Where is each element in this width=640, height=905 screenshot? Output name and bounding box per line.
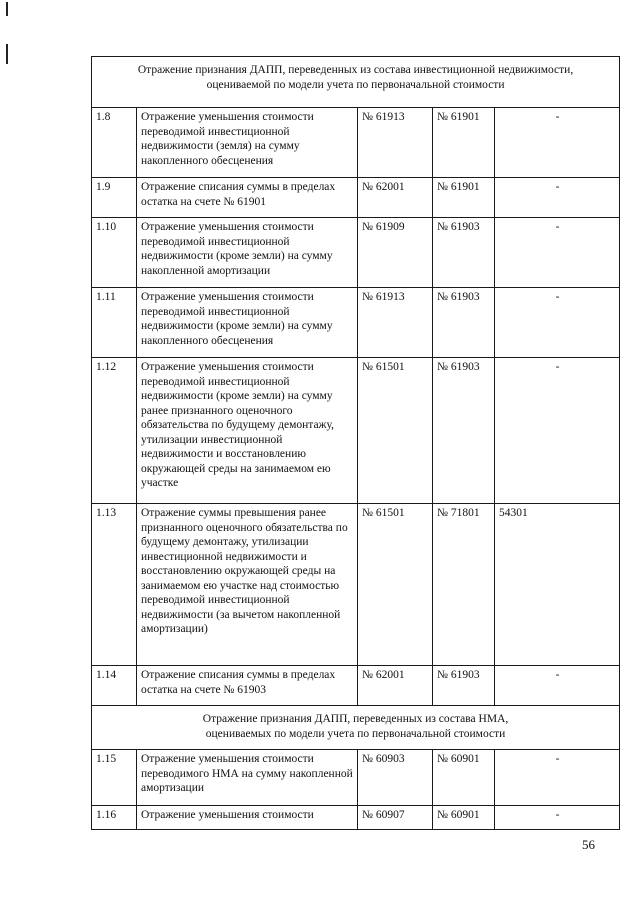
entry-number: 1.8 <box>92 108 137 178</box>
credit-account: № 71801 <box>433 504 495 666</box>
table-row <box>92 178 620 218</box>
debit-account: № 61501 <box>358 504 433 666</box>
margin-mark <box>6 2 8 16</box>
credit-account: № 60901 <box>433 806 495 830</box>
debit-account: № 61913 <box>358 288 433 358</box>
table-row <box>92 666 620 706</box>
entry-description: Отражение суммы превышения ранее признанного оценочного обязательства по будущему демонтажу, утилизации инвестиционной недвижимости и восстановлению окружающей среды на занимаемом ею участке над стоимостью переводимой инвестиционной недвижимости (за вычетом накопленной амортизации) <box>137 504 358 666</box>
table-row <box>92 218 620 288</box>
credit-account: № 61903 <box>433 666 495 706</box>
entry-number: 1.14 <box>92 666 137 706</box>
entry-number: 1.9 <box>92 178 137 218</box>
section-title <box>92 57 620 108</box>
entry-number: 1.15 <box>92 750 137 806</box>
debit-account: № 62001 <box>358 178 433 218</box>
entry-description: Отражение списания суммы в пределах остатка на счете № 61903 <box>137 666 358 706</box>
credit-account: № 60901 <box>433 750 495 806</box>
debit-account: № 60903 <box>358 750 433 806</box>
entry-description: Отражение уменьшения стоимости переводимой инвестиционной недвижимости (земля) на сумму накопленного обесценения <box>137 108 358 178</box>
symbol-cell: - <box>495 108 620 178</box>
table-row <box>92 504 620 666</box>
entry-number: 1.16 <box>92 806 137 830</box>
page-number: 56 <box>582 837 595 852</box>
entry-description: Отражение уменьшения стоимости переводимой инвестиционной недвижимости (кроме земли) на сумму ранее признанного оценочного обязательства по будущему демонтажу, утилизации инвестиционной недвижимости и восстановлению окружающей среды на занимаемом ею участке <box>137 358 358 504</box>
credit-account: № 61903 <box>433 358 495 504</box>
symbol-cell: - <box>495 806 620 830</box>
credit-account: № 61901 <box>433 108 495 178</box>
section-title-line: оцениваемой по модели учета по первоначальной стоимости <box>206 78 505 91</box>
symbol-cell: 54301 <box>495 504 620 666</box>
section-header-row <box>92 706 620 750</box>
entry-number: 1.10 <box>92 218 137 288</box>
margin-mark <box>6 44 8 64</box>
entry-description: Отражение уменьшения стоимости переводимой инвестиционной недвижимости (кроме земли) на сумму накопленной амортизации <box>137 218 358 288</box>
section-title-line: оцениваемых по модели учета по первоначальной стоимости <box>205 727 506 740</box>
debit-account: № 61501 <box>358 358 433 504</box>
symbol-cell: - <box>495 358 620 504</box>
section-header-row <box>92 57 620 108</box>
entry-description: Отражение уменьшения стоимости <box>137 806 358 830</box>
symbol-cell: - <box>495 750 620 806</box>
entry-description: Отражение уменьшения стоимости переводимого НМА на сумму накопленной амортизации <box>137 750 358 806</box>
credit-account: № 61901 <box>433 178 495 218</box>
entry-number: 1.11 <box>92 288 137 358</box>
debit-account: № 62001 <box>358 666 433 706</box>
table-row <box>92 108 620 178</box>
symbol-cell: - <box>495 288 620 358</box>
credit-account: № 61903 <box>433 218 495 288</box>
entry-description: Отражение уменьшения стоимости переводимой инвестиционной недвижимости (кроме земли) на сумму накопленного обесценения <box>137 288 358 358</box>
entry-description: Отражение списания суммы в пределах остатка на счете № 61901 <box>137 178 358 218</box>
symbol-cell: - <box>495 218 620 288</box>
debit-account: № 61909 <box>358 218 433 288</box>
entry-number: 1.13 <box>92 504 137 666</box>
accounting-entries-table <box>91 56 620 830</box>
section-title <box>92 706 620 750</box>
table-row <box>92 358 620 504</box>
debit-account: № 60907 <box>358 806 433 830</box>
table-row <box>92 806 620 830</box>
table-row <box>92 288 620 358</box>
entry-number: 1.12 <box>92 358 137 504</box>
section-title-line: Отражение признания ДАПП, переведенных из состава инвестиционной недвижимости, <box>137 64 574 76</box>
symbol-cell: - <box>495 666 620 706</box>
symbol-cell: - <box>495 178 620 218</box>
credit-account: № 61903 <box>433 288 495 358</box>
table-row <box>92 750 620 806</box>
debit-account: № 61913 <box>358 108 433 178</box>
section-title-line: Отражение признания ДАПП, переведенных из состава НМА, <box>202 713 509 725</box>
